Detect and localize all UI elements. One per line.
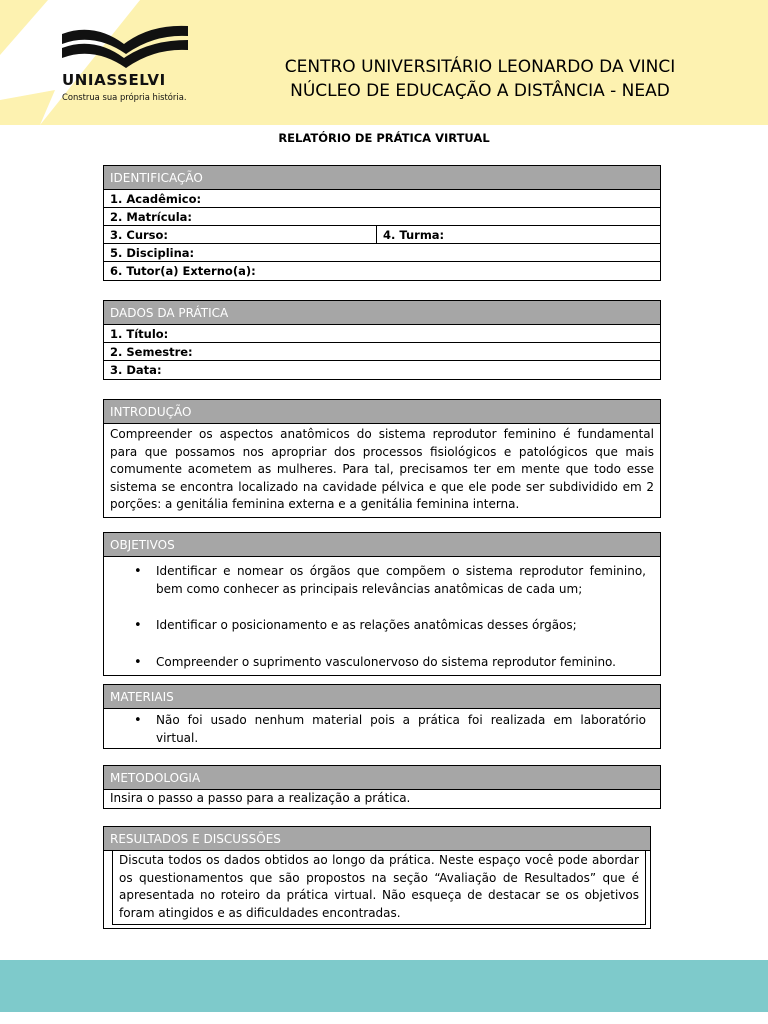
field-titulo[interactable]: 1. Título: (104, 325, 660, 343)
materiais-list (104, 709, 660, 748)
introducao-text[interactable]: Compreender os aspectos anatômicos do sistema reprodutor feminino é fundamental para que possamos nos apropriar dos processos fisiológicos e patológicos que mais comumente acometem as mulheres. Para tal, precisamos ter em mente que todo esse sistema se encontra localizado na cavidade pélvica e que ele pode ser subdividido em 2 porções: a genitália feminina externa e a genitália feminina interna. (110, 427, 654, 511)
field-academico[interactable]: 1. Acadêmico: (104, 190, 660, 208)
field-data[interactable]: 3. Data: (110, 363, 162, 377)
institution-name: CENTRO UNIVERSITÁRIO LEONARDO DA VINCI (284, 57, 676, 77)
section-header: RESULTADOS E DISCUSSÕES (104, 827, 650, 851)
resultados-text[interactable]: Discuta todos os dados obtidos ao longo da prática. Neste espaço você pode abordar os questionamentos que são propostos na seção “Avaliação de Resultados” que é apresentada no roteiro da prática virtual. Não esqueça de destacar se os objetivos foram atingidos e as dificuldades encontradas. (119, 853, 639, 920)
list-item[interactable]: • Identificar o posicionamento e as relações anatômicas desses órgãos; (156, 617, 646, 635)
field-curso[interactable]: 3. Curso: (104, 226, 377, 244)
list-item[interactable]: • Não foi usado nenhum material pois a prática foi realizada em laboratório virtual. (156, 712, 646, 747)
resultados-box (112, 851, 646, 925)
logo-tagline: Construa sua própria história. (62, 92, 187, 102)
nucleus-name: NÚCLEO DE EDUCAÇÃO A DISTÂNCIA - NEAD (290, 81, 670, 101)
footer-band (0, 960, 768, 1012)
list-item[interactable]: • Compreender o suprimento vasculonervoso do sistema reprodutor feminino. (156, 654, 646, 672)
introducao-section (103, 399, 661, 518)
field-disciplina[interactable]: 5. Disciplina: (104, 244, 660, 262)
section-header: IDENTIFICAÇÃO (104, 166, 660, 190)
field-matricula[interactable]: 2. Matrícula: (104, 208, 660, 226)
dados-pratica-section (103, 300, 661, 380)
section-header: OBJETIVOS (104, 533, 660, 557)
list-item[interactable]: • Identificar e nomear os órgãos que compõem o sistema reprodutor feminino, bem como conhecer as principais relevâncias anatômicas de cada um; (156, 563, 646, 598)
field-row-curso-turma (104, 226, 660, 244)
section-header: MATERIAIS (104, 685, 660, 709)
section-header: DADOS DA PRÁTICA (104, 301, 660, 325)
field-semestre[interactable]: 2. Semestre: (104, 343, 660, 361)
field-turma[interactable]: 4. Turma: (383, 228, 445, 242)
section-header: INTRODUÇÃO (104, 400, 660, 424)
logo-wordmark: UNIASSELVI (62, 71, 166, 89)
field-tutor[interactable]: 6. Tutor(a) Externo(a): (110, 264, 256, 278)
metodologia-text[interactable]: Insira o passo a passo para a realização a prática. (110, 791, 411, 805)
metodologia-section (103, 765, 661, 809)
identificacao-section (103, 165, 661, 281)
report-title: RELATÓRIO DE PRÁTICA VIRTUAL (278, 131, 490, 145)
materiais-section (103, 684, 661, 749)
objetivos-list (104, 557, 660, 675)
section-header: METODOLOGIA (104, 766, 660, 790)
resultados-section (103, 826, 651, 929)
objetivos-section (103, 532, 661, 676)
